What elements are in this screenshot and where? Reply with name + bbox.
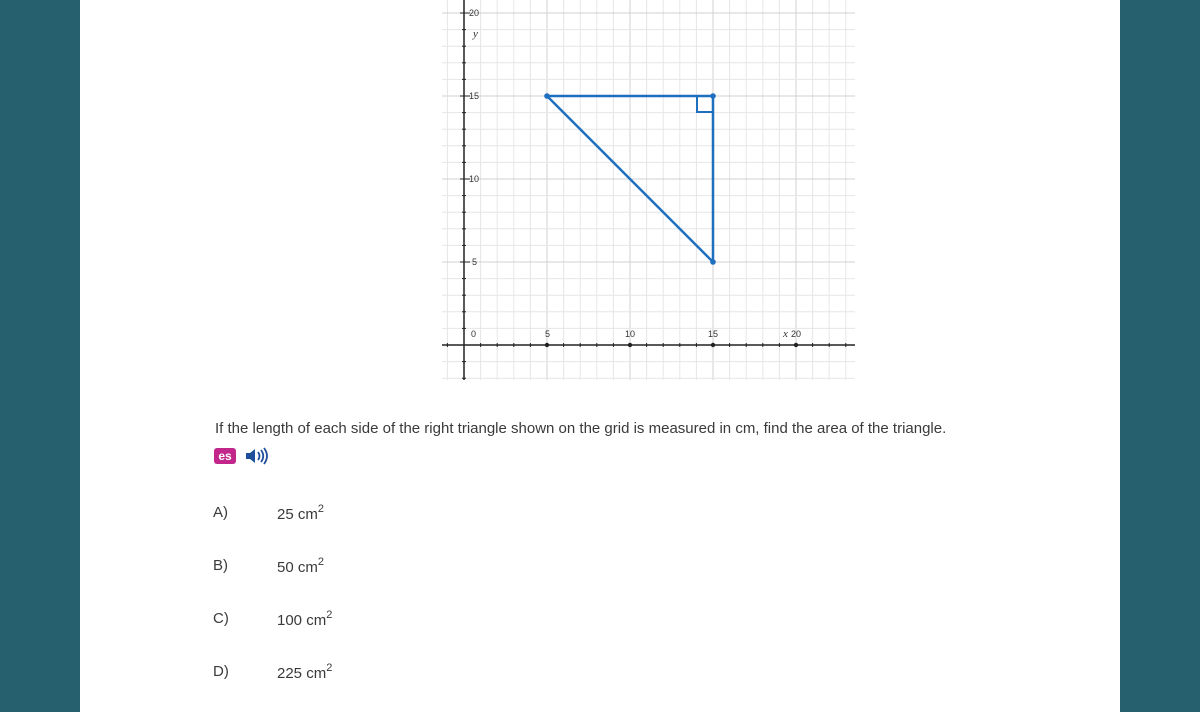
axes [442,0,855,380]
triangle-vertex [544,93,550,99]
x-major-tick-dot [711,343,715,347]
choice-value: 50 $cm^2$ [277,556,324,576]
x-tick-10: 10 [625,329,636,339]
x-tick-15: 15 [708,329,719,339]
question-tools [214,445,270,467]
content-panel [80,0,1120,712]
choice-value: 25 $cm^2$ [277,503,324,523]
y-tick-10: 10 [469,174,480,184]
choice-value: 225 $cm^2$ [277,662,333,682]
choice-letter: A) [213,504,228,521]
y-axis-name: y [473,28,478,40]
x-major-tick-dot [628,343,632,347]
y-tick-5: 5 [472,257,478,267]
x-tick-5: 5 [545,329,551,339]
spanish-label: es [218,449,232,463]
right-angle-marker [697,96,713,112]
spanish-translation-button[interactable] [214,448,236,464]
choice-letter: D) [213,663,229,680]
choice-value: 100 $cm^2$ [277,609,333,629]
question-text: If the length of each side of the right triangle shown on the grid is measured in cm, find the area of the triangle. [215,420,947,437]
x-major-tick-dot [545,343,549,347]
x-tick-0: 0 [471,329,477,339]
choice-letter: B) [213,557,228,574]
y-tick-20: 20 [469,8,480,18]
coordinate-grid [80,0,1120,400]
triangle-vertex [710,93,716,99]
triangle-vertex [710,259,716,265]
x-tick-20: 20 [791,329,802,339]
choice-letter: C) [213,610,229,627]
x-major-tick-dot [794,343,798,347]
audio-icon[interactable] [244,447,270,465]
tick-labels [469,8,801,340]
grid-lines [442,0,855,380]
y-tick-15: 15 [469,91,480,101]
x-axis-name: x [783,328,788,340]
